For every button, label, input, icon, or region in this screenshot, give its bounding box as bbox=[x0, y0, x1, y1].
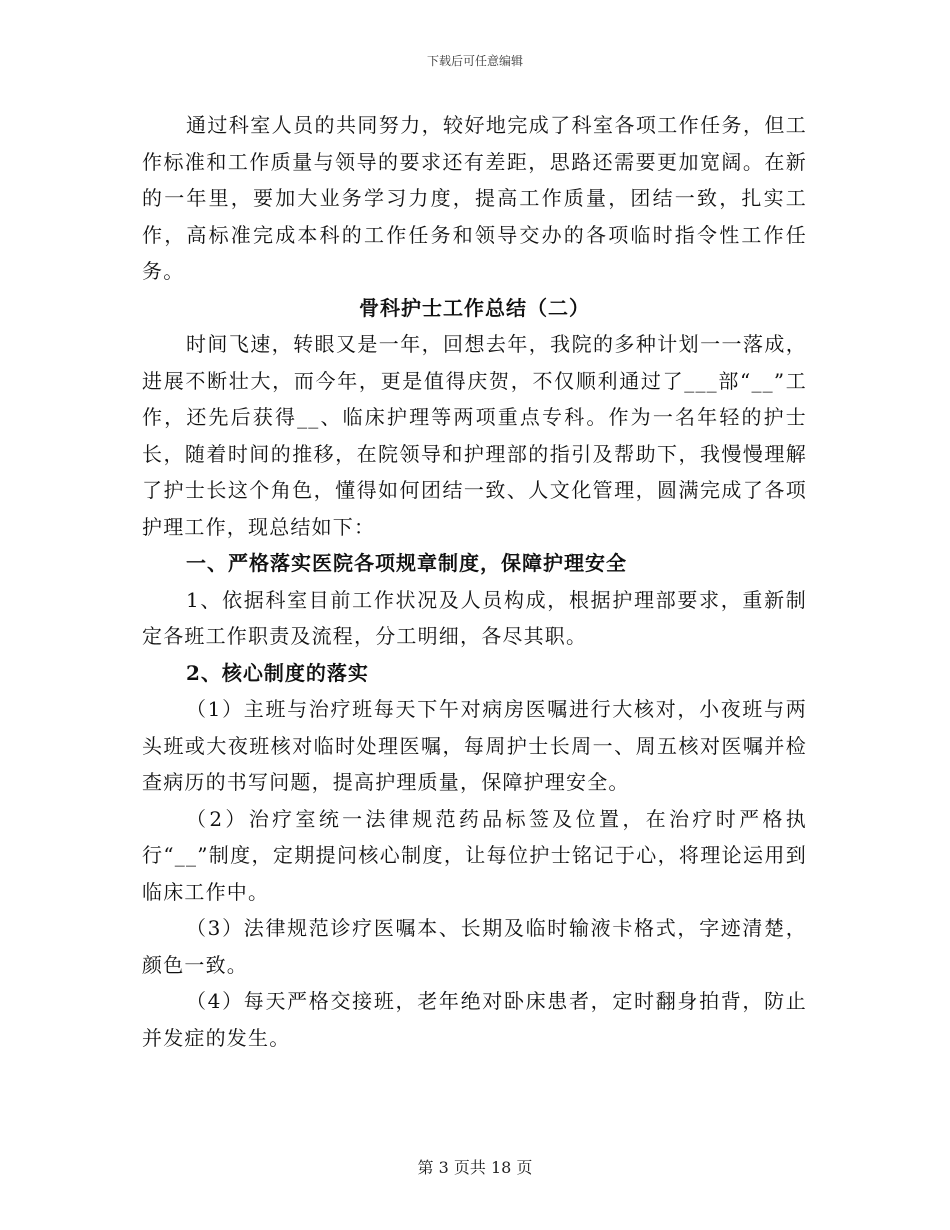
document-body bbox=[142, 107, 807, 1056]
paragraph-item-1: 1、依据科室目前工作状况及人员构成，根据护理部要求，重新制定各班工作职责及流程，分工明细，各尽其职。 bbox=[142, 587, 807, 648]
paragraph-subitem-3: （3）法律规范诊疗医嘱本、长期及临时输液卡格式，字迹清楚，颜色一致。 bbox=[142, 916, 807, 977]
paragraph-summary: 通过科室人员的共同努力，较好地完成了科室各项工作任务，但工作标准和工作质量与领导的要求还有差距，思路还需要更加宽阔。在新的一年里，要加大业务学习力度，提高工作质量，团结一致，扎实工作，高标准完成本科的工作任务和领导交办的各项临时指令性工作任务。 bbox=[142, 113, 807, 283]
paragraph-subitem-2: （2）治疗室统一法律规范药品标签及位置，在治疗时严格执行“__”制度，定期提问核心制度，让每位护士铭记于心，将理论运用到临床工作中。 bbox=[142, 806, 807, 904]
paragraph-subitem-1: （1）主班与治疗班每天下午对病房医嘱进行大核对，小夜班与两头班或大夜班核对临时处理医嘱，每周护士长周一、周五核对医嘱并检查病历的书写问题，提高护理质量，保障护理安全。 bbox=[142, 697, 807, 794]
heading-rules: 一、严格落实医院各项规章制度，保障护理安全 bbox=[186, 551, 627, 575]
page-footer: 第 3 页共 18 页 bbox=[417, 1158, 533, 1177]
section-title: 骨科护士工作总结（二） bbox=[359, 295, 590, 320]
page-header: 下载后可任意编辑 bbox=[426, 54, 523, 68]
paragraph-intro: 时间飞速，转眼又是一年，回想去年，我院的多种计划一一落成，进展不断壮大，而今年，更是值得庆贺，不仅顺利通过了___部“__”工作，还先后获得__、临床护理等两项重点专科。作为一名年轻的护士长，随着时间的推移，在院领导和护理部的指引及帮助下，我慢慢理解了护士长这个角色，懂得如何团结一致、人文化管理，圆满完成了各项护理工作，现总结如下： bbox=[142, 332, 807, 539]
paragraph-subitem-4: （4）每天严格交接班，老年绝对卧床患者，定时翻身拍背，防止并发症的发生。 bbox=[142, 989, 807, 1050]
heading-core-system: 2、核心制度的落实 bbox=[186, 660, 369, 685]
